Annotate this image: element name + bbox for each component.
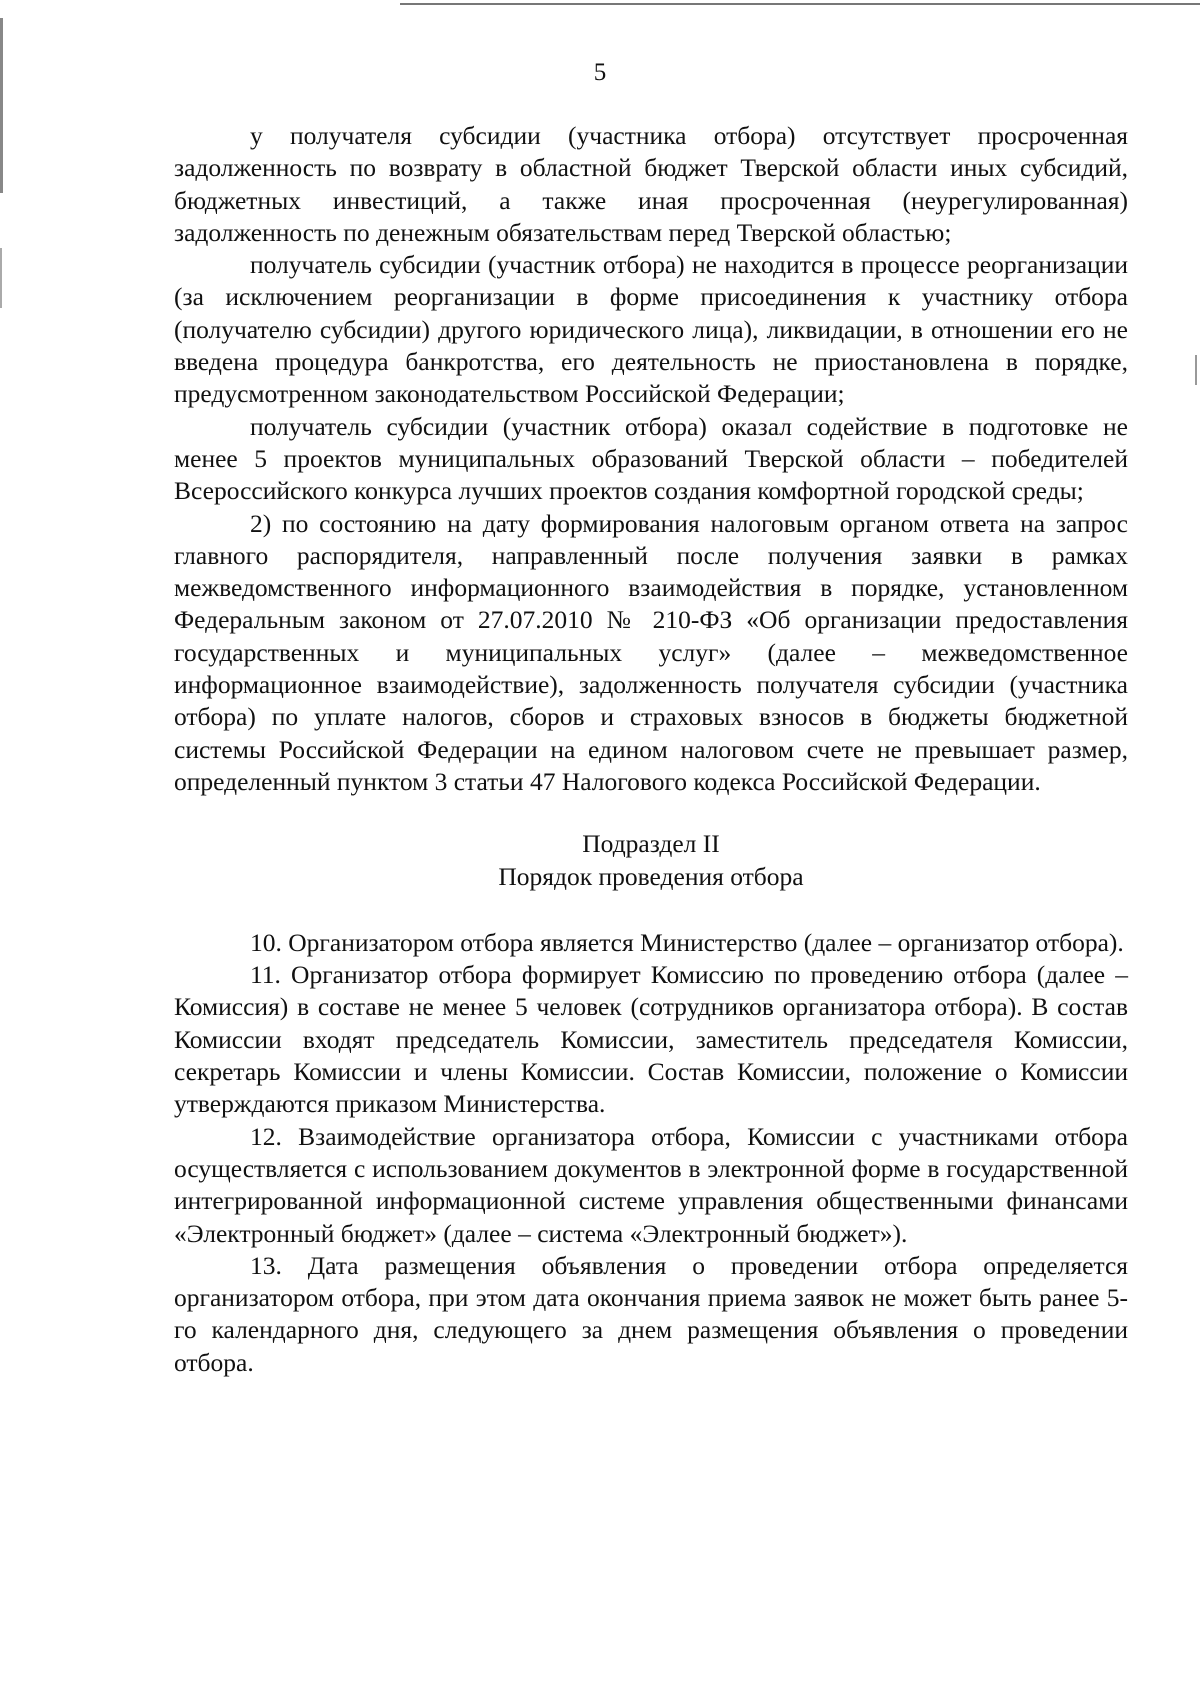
subsection-title: Порядок проведения отбора — [498, 861, 804, 891]
page-number: 5 — [593, 59, 607, 86]
document-body — [174, 120, 1128, 1379]
scan-edge-line — [0, 248, 2, 308]
paragraph-no-reorganization: получатель субсидии (участник отбора) не находится в процессе реорганизации (за исключением реорганизации в форме присоединения к участнику отбора (получателю субсидии) другого юридического лица), ликвидации, в отношении его не введена процедура банкротства, его деятельность не приостановлена в порядке, предусмотренном законодательством Российской Федерации; — [174, 250, 1128, 409]
subsection-number: Подраздел II — [582, 829, 720, 859]
paragraph-no-overdue-debt: у получателя субсидии (участника отбора) отсутствует просроченная задолженность по возврату в областной бюджет Тверской области иных субсидий, бюджетных инвестиций, а также иная просроченная (неурегулированная) задолженность по денежным обязательствам перед Тверской областью; — [174, 121, 1128, 247]
scan-edge-line — [0, 18, 3, 193]
paragraph-item-13: 13. Дата размещения объявления о проведении отбора определяется организатором отбора, при этом дата окончания приема заявок не может быть ранее 5-го календарного дня, следующего за днем размещения объявления о проведении отбора. — [174, 1250, 1128, 1377]
paragraph-assisted-projects: получатель субсидии (участник отбора) оказал содействие в подготовке не менее 5 проектов муниципальных образований Тверской области – победителей Всероссийского конкурса лучших проектов создания комфортной городской среды; — [174, 411, 1128, 506]
scan-edge-line — [400, 3, 1200, 5]
paragraph-item-12: 12. Взаимодействие организатора отбора, Комиссии с участниками отбора осуществляется с использованием документов в электронной форме в государственной интегрированной информационной системе управления общественными финансами «Электронный бюджет» (далее – система «Электронный бюджет»). — [174, 1121, 1128, 1248]
paragraph-item-11: 11. Организатор отбора формирует Комиссию по проведению отбора (далее – Комиссия) в составе не менее 5 человек (сотрудников организатора отбора). В состав Комиссии входят председатель Комиссии, заместитель председателя Комиссии, секретарь Комиссии и члены Комиссии. Состав Комиссии, положение о Комиссии утверждаются приказом Министерства. — [174, 960, 1128, 1119]
paragraph-item-10: 10. Организатором отбора является Министерство (далее – организатор отбора). — [250, 927, 1124, 957]
subsection-heading — [174, 828, 1128, 893]
scan-edge-line — [1195, 355, 1197, 385]
paragraph-tax-debt: 2) по состоянию на дату формирования налоговым органом ответа на запрос главного распорядителя, направленный после получения заявки в рамках межведомственного информационного взаимодействия в порядке, установленном Федеральным законом от 27.07.2010 № 210-ФЗ «Об организации предоставления государственных и муниципальных услуг» (далее – межведомственное информационное взаимодействие), задолженность получателя субсидии (участника отбора) по уплате налогов, сборов и страховых взносов в бюджеты бюджетной системы Российской Федерации на едином налоговом счете не превышает размер, определенный пунктом 3 статьи 47 Налогового кодекса Российской Федерации. — [174, 508, 1128, 796]
